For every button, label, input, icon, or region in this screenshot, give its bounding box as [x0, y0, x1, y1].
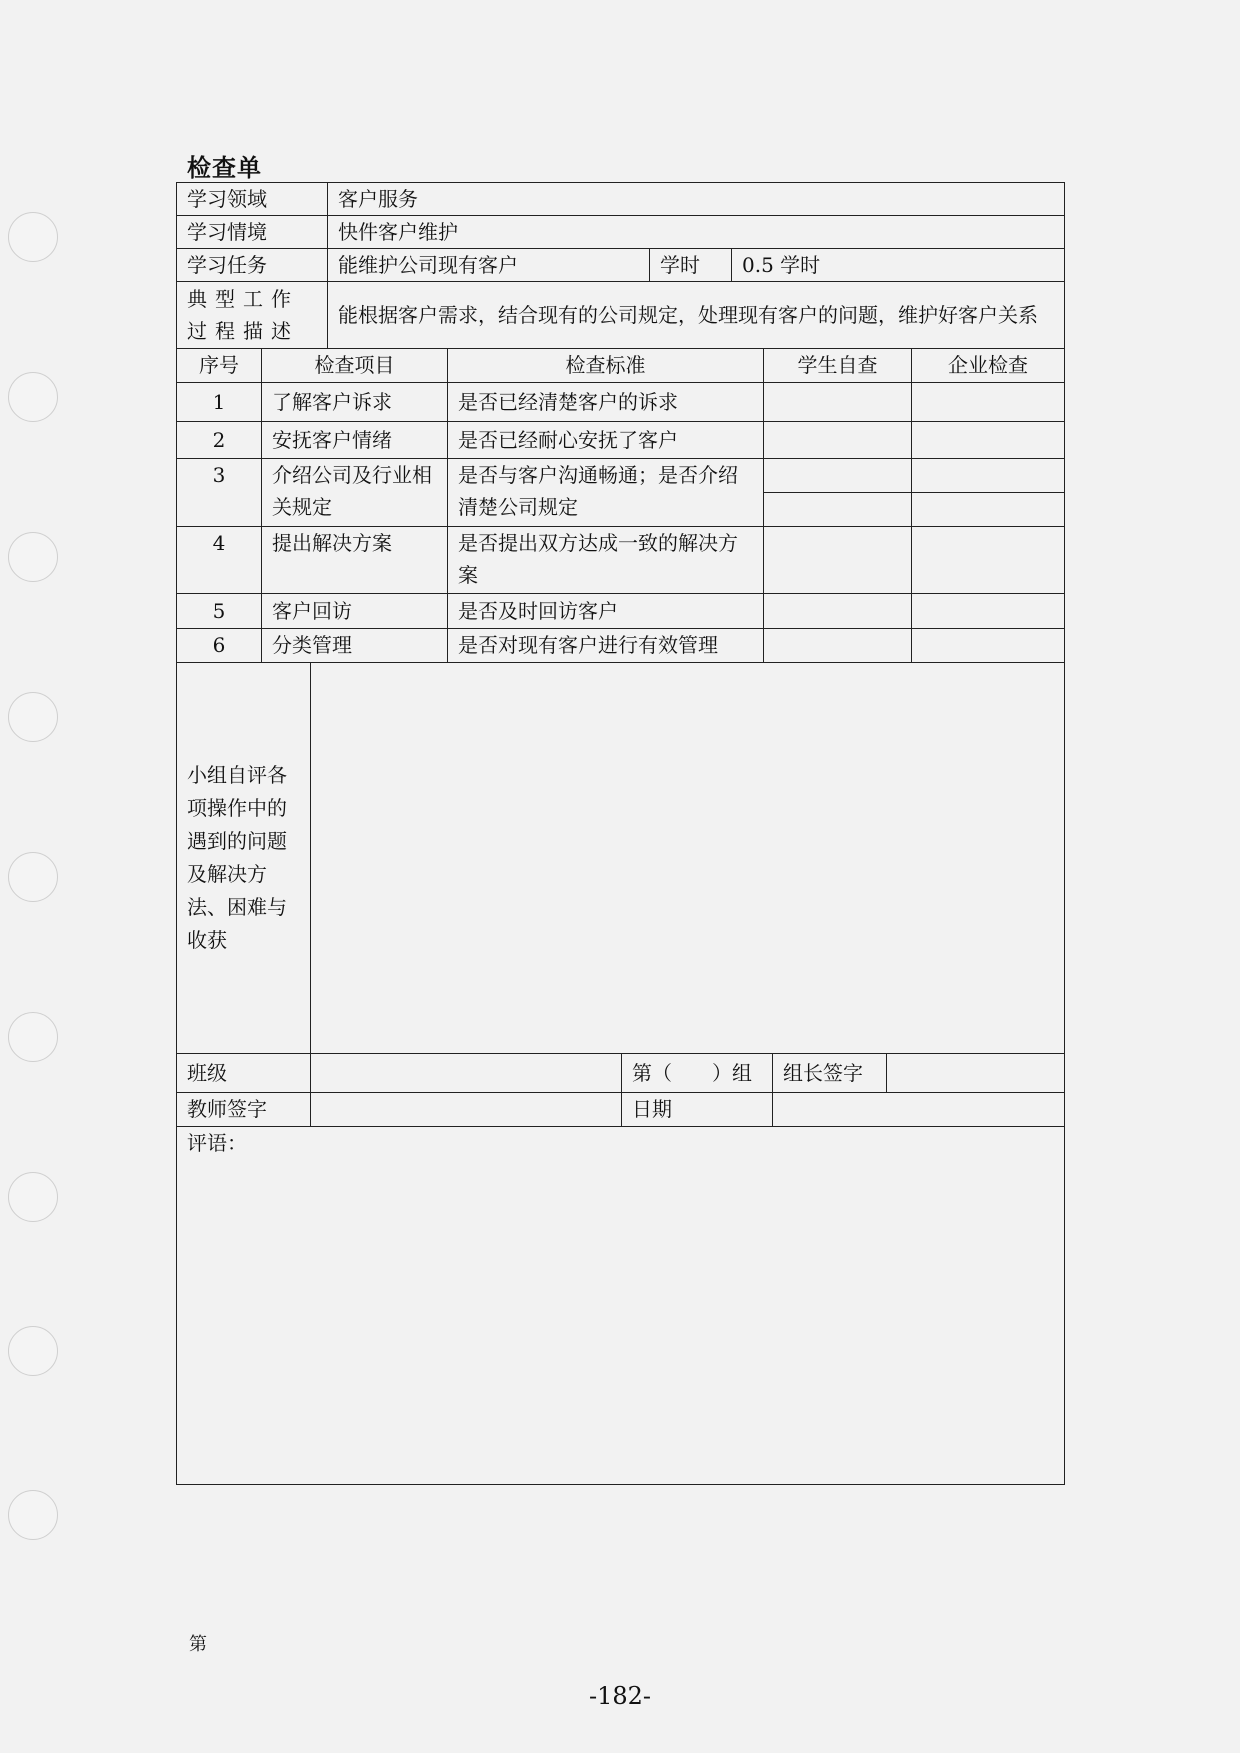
comment-area[interactable]: [177, 1127, 1065, 1485]
header-standard: 检查标准: [448, 349, 764, 382]
leader-sign-field[interactable]: [887, 1054, 1065, 1092]
checklist-table: [176, 349, 1065, 663]
table-row: [177, 526, 1065, 593]
context-value: 快件客户维护: [328, 216, 1065, 249]
teacher-sign-label: 教师签字: [177, 1092, 311, 1126]
binder-hole-2: [8, 372, 58, 422]
domain-label: 学习领域: [177, 183, 328, 216]
footnote: 第: [189, 1634, 207, 1655]
table-row: [177, 421, 1065, 458]
teacher-sign-field[interactable]: [311, 1092, 622, 1126]
company-check-cell[interactable]: [912, 382, 1065, 421]
comment-table: [176, 1127, 1065, 1486]
company-check-cell[interactable]: [912, 526, 1065, 593]
process-value: 能根据客户需求，结合现有的公司规定，处理现有客户的问题，维护好客户关系: [328, 282, 1065, 349]
date-label: 日期: [622, 1092, 773, 1126]
context-label: 学习情境: [177, 216, 328, 249]
binder-hole-3: [8, 532, 58, 582]
header-row: [177, 349, 1065, 382]
binder-hole-6: [8, 1012, 58, 1062]
row-standard: 是否提出双方达成一致的解决方案: [448, 526, 764, 593]
group-eval-table: [176, 663, 1065, 1055]
company-check-cell[interactable]: [912, 593, 1065, 628]
self-check-cell[interactable]: [764, 382, 912, 421]
table-row: [177, 382, 1065, 421]
row-no: 5: [177, 593, 262, 628]
row-item: 分类管理: [262, 628, 448, 662]
row-standard: 是否与客户沟通畅通；是否介绍清楚公司规定: [448, 458, 764, 526]
row-no: 2: [177, 421, 262, 458]
binder-hole-8: [8, 1326, 58, 1376]
self-check-cell[interactable]: [764, 421, 912, 458]
page-title: 检查单: [187, 154, 262, 182]
binder-hole-5: [8, 852, 58, 902]
self-check-cell[interactable]: [764, 593, 912, 628]
process-label: 典型工作过程描述: [177, 282, 328, 349]
group-eval-area[interactable]: [311, 663, 1065, 1054]
row-standard: 是否及时回访客户: [448, 593, 764, 628]
self-check-cell[interactable]: [764, 628, 912, 662]
self-check-cell[interactable]: [764, 458, 912, 526]
row-no: 6: [177, 628, 262, 662]
group-eval-label: 小组自评各项操作中的遇到的问题及解决方法、困难与收获: [177, 663, 311, 1054]
group-number-label: 第（ ）组: [622, 1054, 773, 1092]
row-item: 客户回访: [262, 593, 448, 628]
table-row: [177, 593, 1065, 628]
hours-label: 学时: [650, 249, 732, 282]
table-row: [177, 628, 1065, 662]
class-field[interactable]: [311, 1054, 622, 1092]
binder-hole-4: [8, 692, 58, 742]
row-item: 安抚客户情绪: [262, 421, 448, 458]
page-number: -182-: [588, 1682, 652, 1710]
domain-value: 客户服务: [328, 183, 1065, 216]
row-item: 介绍公司及行业相关规定: [262, 458, 448, 526]
row-no: 3: [177, 458, 262, 526]
row-standard: 是否已经耐心安抚了客户: [448, 421, 764, 458]
info-table: [176, 182, 1065, 349]
header-item: 检查项目: [262, 349, 448, 382]
task-label: 学习任务: [177, 249, 328, 282]
header-no: 序号: [177, 349, 262, 382]
row-item: 提出解决方案: [262, 526, 448, 593]
class-label: 班级: [177, 1054, 311, 1092]
row-standard: 是否已经清楚客户的诉求: [448, 382, 764, 421]
row-no: 4: [177, 526, 262, 593]
row-standard: 是否对现有客户进行有效管理: [448, 628, 764, 662]
company-check-cell[interactable]: [912, 458, 1065, 526]
row-no: 1: [177, 382, 262, 421]
table-row: [177, 458, 1065, 526]
date-field[interactable]: [773, 1092, 1065, 1126]
self-check-cell[interactable]: [764, 526, 912, 593]
signature-table: [176, 1054, 1065, 1127]
binder-hole-7: [8, 1172, 58, 1222]
header-self-check: 学生自查: [764, 349, 912, 382]
binder-hole-9: [8, 1490, 58, 1540]
company-check-cell[interactable]: [912, 628, 1065, 662]
checklist-form: [176, 182, 1065, 1485]
hours-value: 0.5 学时: [732, 249, 1065, 282]
header-company-check: 企业检查: [912, 349, 1065, 382]
row-item: 了解客户诉求: [262, 382, 448, 421]
leader-sign-label: 组长签字: [773, 1054, 887, 1092]
binder-hole-1: [8, 212, 58, 262]
task-value: 能维护公司现有客户: [328, 249, 650, 282]
company-check-cell[interactable]: [912, 421, 1065, 458]
comment-label: 评语：: [187, 1130, 247, 1155]
